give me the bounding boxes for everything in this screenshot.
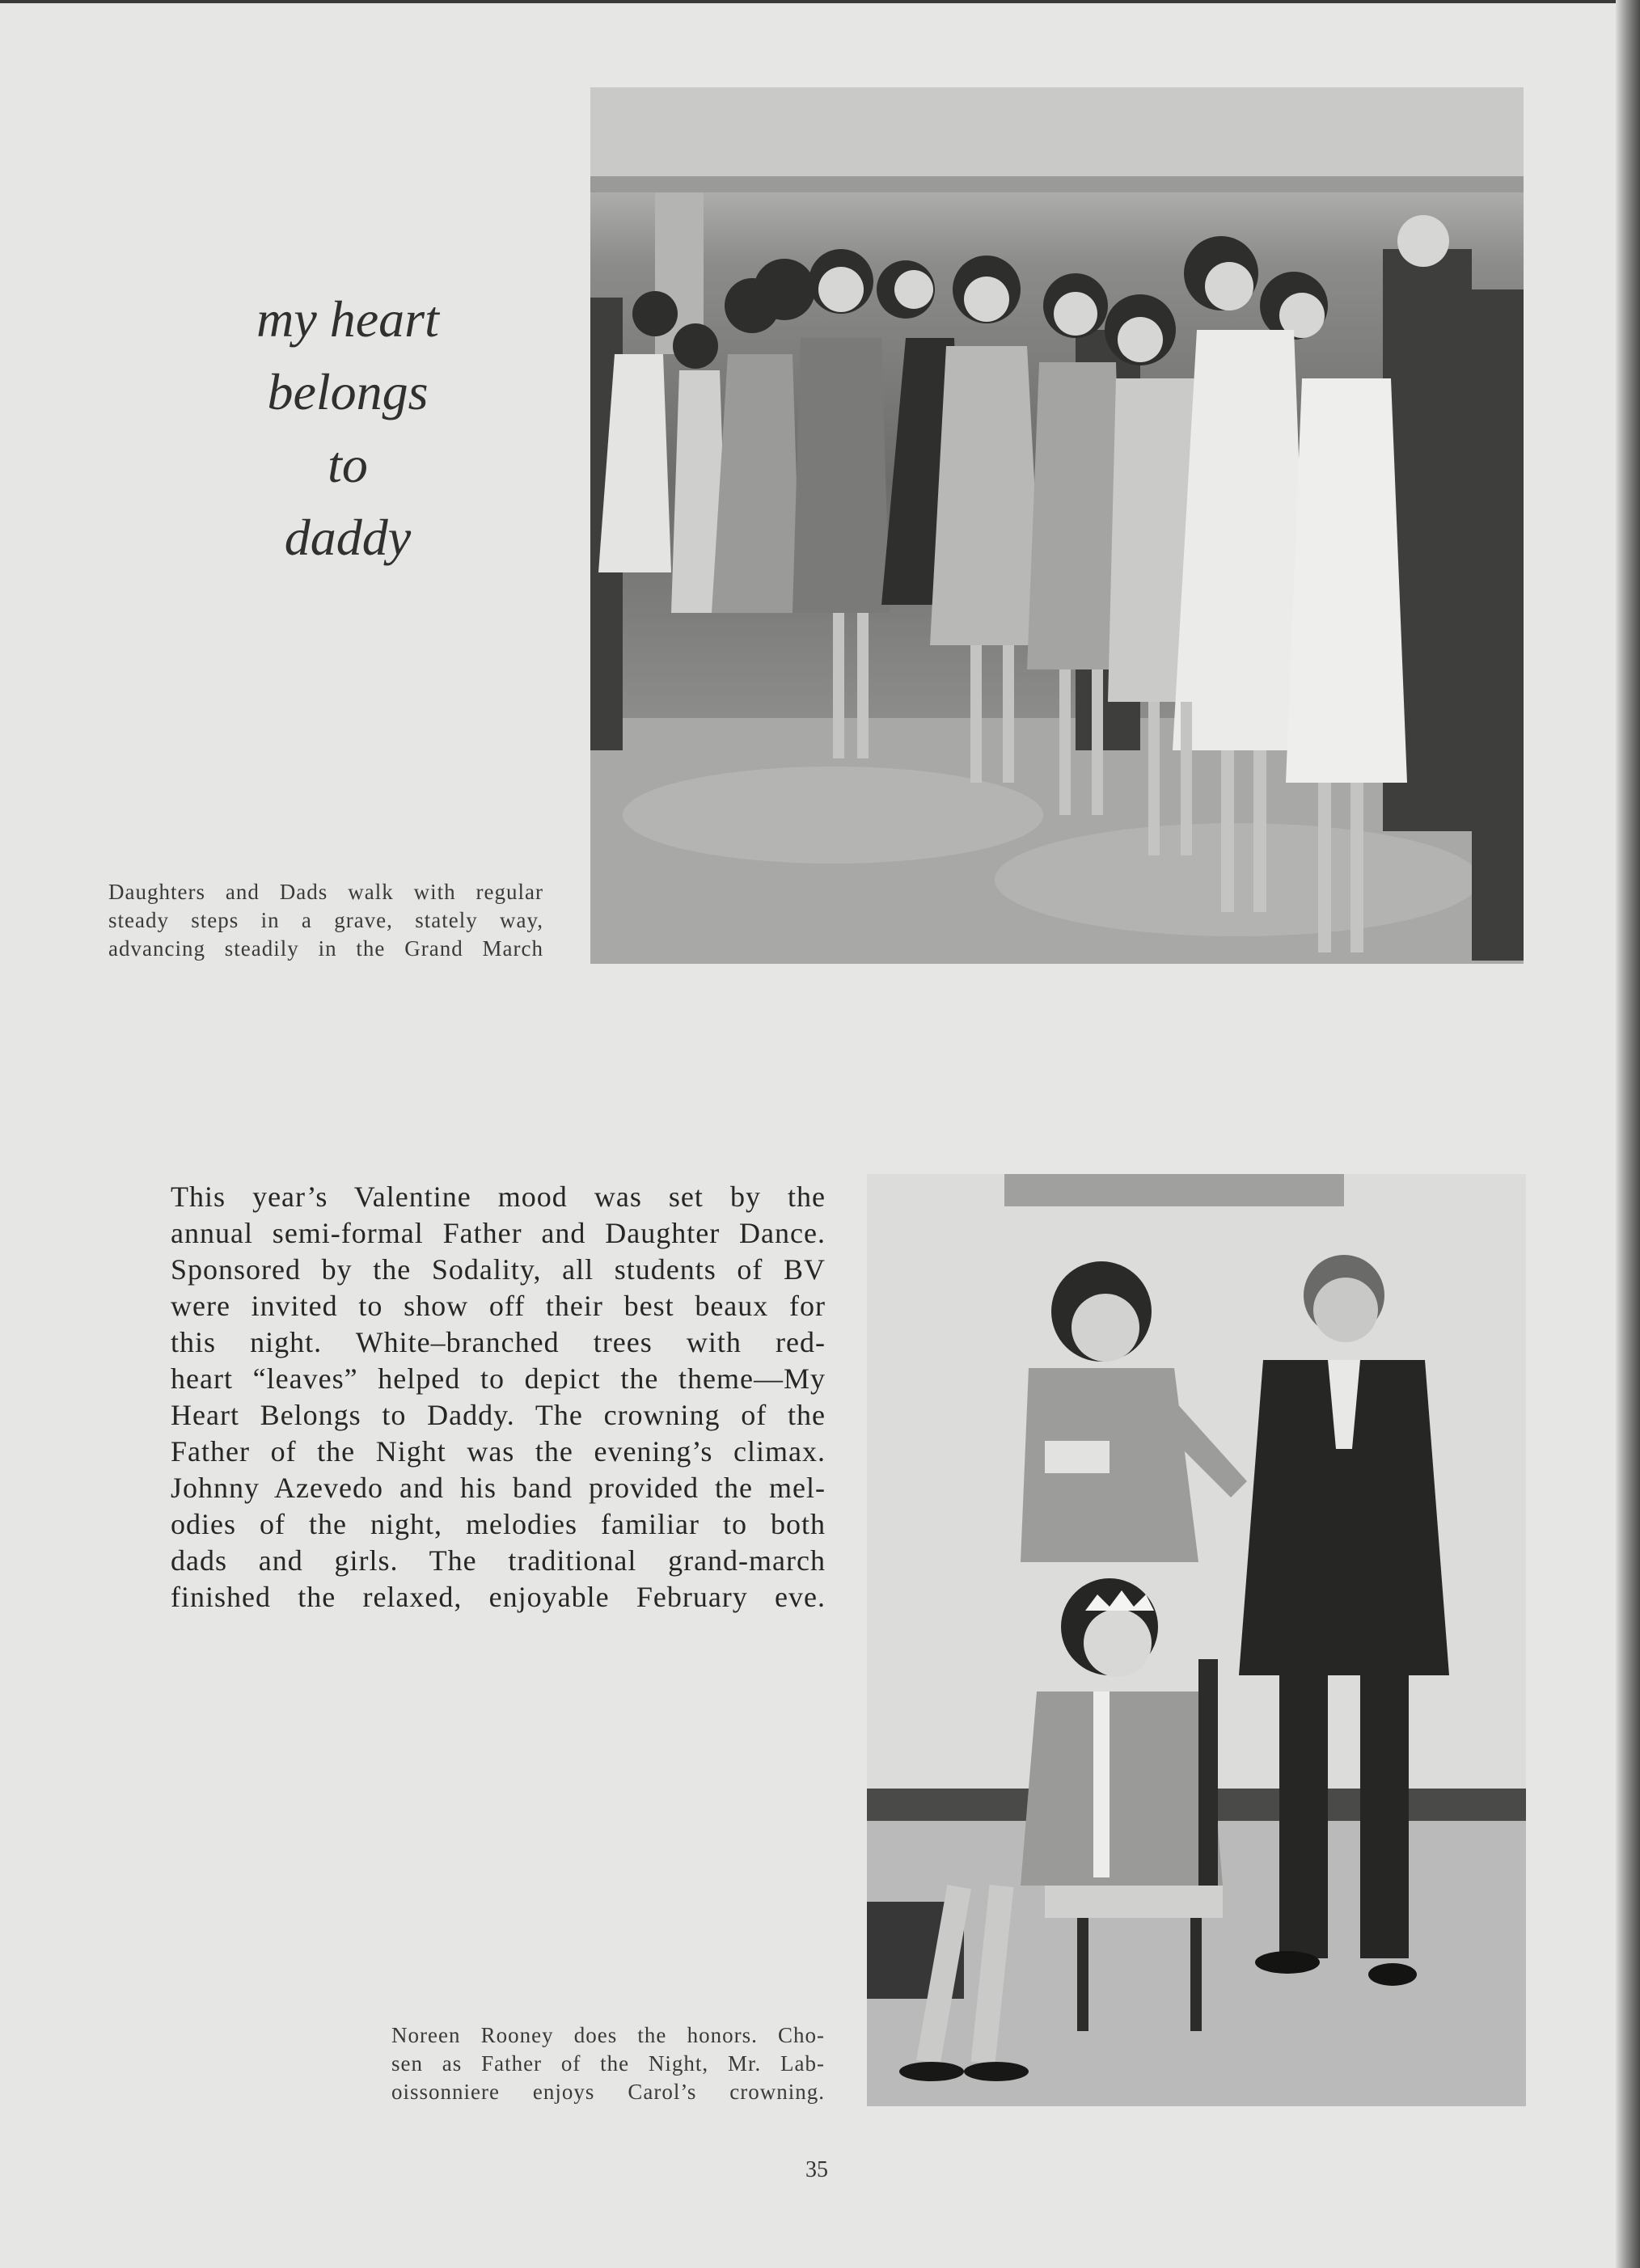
article-body	[171, 1179, 826, 1615]
crowning-caption	[391, 2021, 825, 2106]
body-line: this night. White–branched trees with red-	[171, 1326, 826, 1358]
caption-line: steady steps in a grave, stately way,	[108, 908, 543, 932]
body-line: Heart Belongs to Daddy. The crowning of the	[171, 1399, 826, 1431]
body-line: This year’s Valentine mood was set by the	[171, 1180, 826, 1213]
body-line: Father of the Night was the evening’s climax.	[171, 1435, 826, 1468]
caption-line: advancing steadily in the Grand March	[108, 936, 543, 961]
title-line: belongs	[267, 363, 429, 420]
crowning-photo-illustration	[867, 1174, 1526, 2106]
caption-line: sen as Father of the Night, Mr. Lab-	[391, 2051, 825, 2076]
body-line: finished the relaxed, enjoyable February eve.	[171, 1581, 826, 1613]
body-line: dads and girls. The traditional grand-march	[171, 1544, 826, 1577]
body-line: Sponsored by the Sodality, all students of BV	[171, 1253, 826, 1286]
title-line: daddy	[284, 509, 412, 566]
body-line: odies of the night, melodies familiar to both	[171, 1508, 826, 1540]
caption-line: Noreen Rooney does the honors. Cho-	[391, 2023, 825, 2047]
body-line: annual semi-formal Father and Daughter Dance.	[171, 1217, 826, 1249]
caption-line: oissonniere enjoys Carol’s crowning.	[391, 2080, 825, 2104]
grand-march-photo	[590, 87, 1524, 964]
page-binding-edge	[1616, 0, 1640, 2268]
title-line: to	[328, 436, 368, 493]
page-title	[202, 283, 493, 574]
page-number: 35	[805, 2157, 828, 2182]
page-top-edge	[0, 0, 1640, 3]
crowning-photo	[867, 1174, 1526, 2106]
grand-march-caption	[108, 878, 543, 963]
body-line: were invited to show off their best beaux for	[171, 1290, 826, 1322]
body-line: heart “leaves” helped to depict the theme—My	[171, 1362, 826, 1395]
grand-march-photo-illustration	[590, 87, 1524, 964]
caption-line: Daughters and Dads walk with regular	[108, 880, 543, 904]
body-line: Johnny Azevedo and his band provided the mel-	[171, 1472, 826, 1504]
title-line: my heart	[256, 290, 439, 348]
